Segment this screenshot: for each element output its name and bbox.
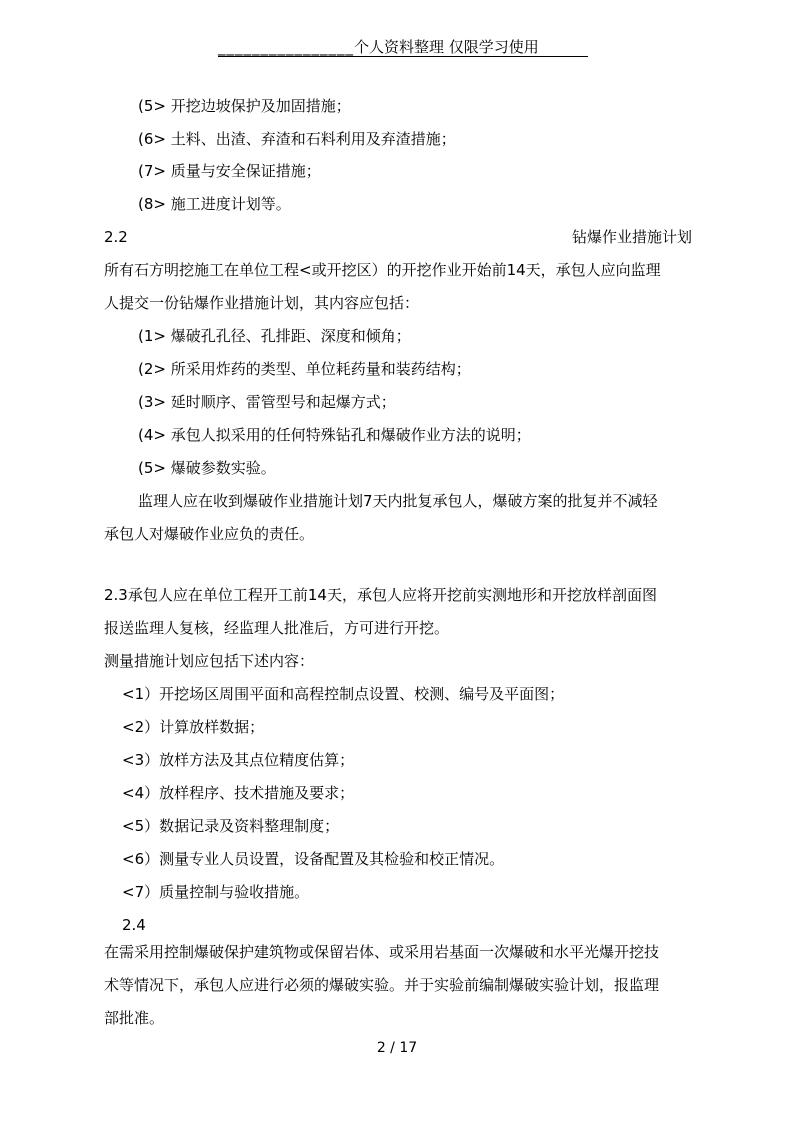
section-number: 2.2	[104, 228, 128, 246]
list-item: (7> 质量与安全保证措施；	[138, 162, 321, 180]
header-dashes: ________________	[218, 38, 354, 56]
list-item: <7）质量控制与验收措施。	[122, 883, 310, 901]
paragraph-line: 在需采用控制爆破保护建筑物或保留岩体、或采用岩基面一次爆破和水平光爆开挖技	[104, 943, 660, 961]
list-item: (1> 爆破孔孔径、孔排距、深度和倾角；	[138, 327, 411, 345]
paragraph-line: 测量措施计划应包括下述内容：	[104, 652, 315, 670]
paragraph-line: 部批准。	[104, 1009, 165, 1027]
section-title: 钻爆作业措施计划	[572, 228, 693, 246]
list-item: (5> 开挖边坡保护及加固措施；	[138, 97, 351, 115]
list-item: <2）计算放样数据；	[122, 718, 265, 736]
list-item: (5> 爆破参数实验。	[138, 459, 276, 477]
header-text: 个人资料整理 仅限学习使用	[354, 38, 539, 56]
header-rule	[218, 56, 588, 57]
list-item: <1）开挖场区周围平面和高程控制点设置、校测、编号及平面图；	[122, 685, 565, 703]
list-item: <4）放样程序、技术措施及要求；	[122, 784, 355, 802]
list-item: <5）数据记录及资料整理制度；	[122, 817, 340, 835]
section-number: 2.4	[122, 916, 146, 934]
paragraph-line: 监理人应在收到爆破作业措施计划7天内批复承包人，爆破方案的批复并不减轻	[138, 492, 658, 510]
paragraph-line: 人提交一份钻爆作业措施计划，其内容应包括：	[104, 294, 420, 312]
list-item: <6）测量专业人员设置，设备配置及其检验和校正情况。	[122, 850, 505, 868]
paragraph-line: 报送监理人复核，经监理人批准后，方可进行开挖。	[104, 619, 450, 637]
list-item: (8> 施工进度计划等。	[138, 195, 291, 213]
page-number: 2 / 17	[376, 1040, 418, 1056]
paragraph-line: 术等情况下，承包人应进行必须的爆破实验。并于实验前编制爆破实验计划，报监理	[104, 976, 660, 994]
list-item: (3> 延时顺序、雷管型号和起爆方式；	[138, 393, 396, 411]
list-item: <3）放样方法及其点位精度估算；	[122, 751, 355, 769]
paragraph-line: 所有石方明挖施工在单位工程<或开挖区）的开挖作业开始前14天，承包人应向监理	[104, 261, 661, 279]
paragraph-line: 承包人对爆破作业应负的责任。	[104, 525, 315, 543]
page-header	[218, 36, 539, 57]
list-item: (2> 所采用炸药的类型、单位耗药量和装药结构；	[138, 360, 471, 378]
list-item: (6> 土料、出渣、弃渣和石料利用及弃渣措施；	[138, 130, 456, 148]
list-item: (4> 承包人拟采用的任何特殊钻孔和爆破作业方法的说明；	[138, 426, 531, 444]
paragraph-line: 2.3承包人应在单位工程开工前14天，承包人应将开挖前实测地形和开挖放样剖面图	[104, 586, 657, 604]
